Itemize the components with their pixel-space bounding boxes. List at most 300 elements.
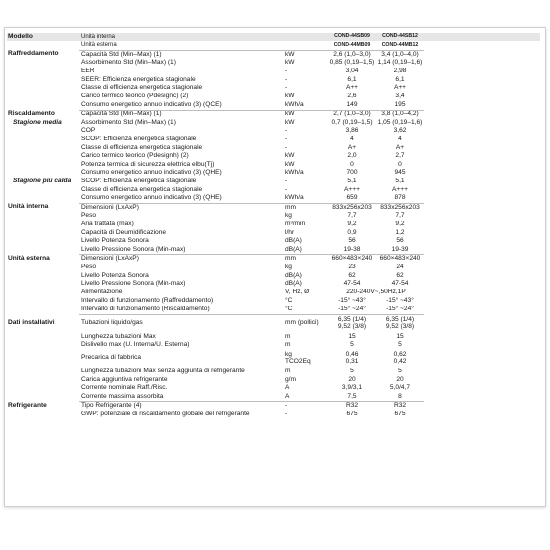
row-unit: kWh/a [285, 194, 304, 202]
row-value-model-1: A++ [345, 84, 359, 92]
row-value-model-2: 5 [398, 341, 402, 349]
section-label [7, 341, 79, 349]
section-label: Raffreddamento [8, 50, 59, 58]
row-unit: - [285, 84, 288, 92]
row-value-model-1: 47-54 [343, 280, 361, 288]
row-value-model-1: 3,04 [345, 67, 359, 75]
table-row [7, 333, 540, 341]
row-label: Consumo energetico annuo indicativo (3) (QHE) [81, 169, 222, 176]
row-label: Tubazioni liquido/gas [79, 314, 284, 333]
section-label: Unità esterna [8, 254, 50, 262]
row-label: Lunghezza tubazioni Max senza aggiunta di refrigerante [81, 367, 245, 375]
row-unit: - [285, 75, 288, 83]
row-label: Lunghezza tubazioni Max [81, 332, 156, 340]
row-unit: - [285, 144, 288, 151]
row-label: Assorbimento Std (Min–Max) (1) [81, 59, 176, 66]
row-value-model-1: 659 [346, 194, 358, 202]
table-row [7, 280, 540, 288]
row-value-model-2: 5,0/4,7 [389, 384, 411, 392]
row-value-model-1: 660×483×240 [328, 255, 376, 264]
table-row [7, 237, 540, 245]
row-label: Carico termico teorico (Pdesignh) (2) [81, 152, 189, 160]
row-unit: m [285, 367, 291, 375]
table-row [7, 255, 540, 264]
row-value-model-2: 945 [394, 169, 406, 176]
row-value-model-2: 1,14 (0,19–1,6) [377, 59, 423, 66]
row-value-model-2: 3,8 (1,0–4,2) [376, 110, 424, 119]
spacer-cell [424, 127, 540, 135]
row-value-model-2: 878 [394, 194, 406, 202]
spacer-cell [424, 76, 540, 84]
section-label [7, 59, 79, 67]
section-label [7, 127, 79, 135]
section-label [7, 246, 79, 255]
spacer-cell [424, 186, 540, 194]
row-label: Corrente massima assorbita [81, 392, 164, 400]
row-unit [284, 41, 328, 50]
table-row [7, 93, 540, 101]
table-row [7, 272, 540, 280]
row-label: Intervallo di funzionamento (Riscaldamento) [81, 305, 210, 313]
section-label [7, 350, 79, 368]
spacer-cell [424, 246, 540, 255]
row-value-model-2: 9,2 [395, 220, 405, 228]
row-value-model-2: -15° ~24° [386, 305, 414, 313]
table-row [7, 289, 540, 297]
spacer-cell [424, 59, 540, 67]
row-label: Capacità Std (Min–Max) (1) [79, 110, 284, 119]
row-value-model-1: 2,6 [347, 92, 357, 100]
row-value-model-1: 2,7 (1,0–3,0) [328, 110, 376, 119]
spacer-cell [424, 350, 540, 368]
row-value-model-1: 5,1 [347, 177, 357, 185]
row-label: Intervallo di funzionamento (Raffreddamento) [81, 297, 214, 304]
section-label [7, 68, 79, 76]
row-value-model-1: 62 [348, 271, 356, 279]
table-row [7, 144, 540, 152]
section-label: Stagione media [13, 118, 62, 126]
row-label: Livello Pressione Sonora (Min-max) [81, 280, 186, 288]
table-row [7, 110, 540, 119]
row-value-model-1: 149 [346, 101, 358, 108]
row-value-model-1: 3,86 [345, 127, 359, 135]
row-unit: - [285, 67, 288, 75]
table-row [7, 212, 540, 220]
table-row [7, 101, 540, 110]
table-row [7, 341, 540, 349]
row-value-model-1: 675 [346, 410, 358, 418]
row-unit: - [285, 410, 288, 418]
spacer-cell [424, 368, 540, 376]
section-label [7, 144, 79, 152]
row-unit: kg [285, 263, 292, 271]
row-value-model-1: 2,0 [347, 152, 357, 160]
table-row [7, 84, 540, 92]
spacer-cell [424, 144, 540, 152]
row-label: Capacità di Deumidificazione [81, 228, 167, 236]
section-label [7, 221, 79, 229]
row-value-model-2: 2,7 [395, 152, 405, 160]
table-row [7, 68, 540, 76]
row-value-model-2: 1,2 [395, 228, 405, 236]
table-row [7, 119, 540, 127]
spacer-cell [424, 314, 540, 333]
table-row [7, 264, 540, 272]
spacer-cell [424, 152, 540, 160]
spacer-cell [424, 221, 540, 229]
row-label: Unità interna [79, 33, 284, 41]
row-value-model-2: 62 [396, 271, 404, 279]
row-value-model-1: 0,7 (0,19–1,5) [331, 118, 373, 126]
row-label: Dimensioni (LxAxP) [79, 255, 284, 264]
row-label: GWP: potenziale di riscaldamento globale del refrigerante [81, 410, 250, 418]
row-unit: mm [284, 255, 328, 264]
row-value-model-2: 20 [396, 376, 404, 383]
section-label [7, 136, 79, 144]
spacer-cell [424, 264, 540, 272]
section-label [7, 411, 79, 419]
spacer-cell [424, 169, 540, 177]
table-row [7, 221, 540, 229]
section-label: Dati installativi [8, 319, 55, 327]
section-label [7, 93, 79, 101]
row-value-model-2: 0,62 0,42 [393, 350, 407, 365]
row-unit: dB(A) [285, 271, 302, 279]
row-unit: kW [285, 59, 295, 66]
row-label: Precarica di fabbrica [81, 354, 142, 362]
spacer-cell [424, 93, 540, 101]
table-row [7, 393, 540, 402]
spacer-cell [424, 101, 540, 110]
section-label [7, 212, 79, 220]
row-value-model-2: 3,4 (1,0–4,0) [376, 50, 424, 59]
section-label: Stagione più calda [13, 177, 72, 185]
row-value-model-1: 0 [350, 160, 354, 168]
row-value-model-2: 19-39 [391, 245, 409, 253]
row-value-model-2: 1,05 (0,19–1,6) [377, 118, 423, 126]
row-unit: kW [284, 110, 328, 119]
table-row [7, 376, 540, 384]
table-row [7, 161, 540, 169]
row-value-model-2: 195 [394, 101, 406, 108]
section-label: Modello [7, 33, 79, 41]
row-label: Carico termico teorico (Pdesignc) (2) [81, 92, 189, 100]
row-value-model-1: R32 [328, 402, 376, 411]
row-value-model-1: 9,2 [347, 220, 357, 228]
row-unit: A [285, 392, 290, 400]
row-value-model-1: 7,7 [347, 212, 357, 219]
row-value-model-2: A+++ [392, 186, 408, 193]
table-row [7, 306, 540, 315]
row-unit: - [285, 135, 288, 143]
row-label: SEER: Efficienza energetica stagionale [81, 75, 196, 83]
row-value-model-2: 15 [396, 332, 404, 340]
section-label [7, 84, 79, 92]
section-label [7, 376, 79, 384]
row-value-model-1: 23 [348, 263, 356, 271]
section-label [7, 161, 79, 169]
row-unit: dB(A) [285, 237, 302, 245]
row-value-model-2: A++ [393, 84, 407, 92]
spacer-cell [424, 393, 540, 402]
row-label: Corrente nominale Raff./Risc. [81, 384, 168, 392]
spacer-cell [424, 384, 540, 392]
table-row [7, 50, 540, 59]
table-row [7, 411, 540, 419]
row-label: Consumo energetico annuo indicativo (3) (QCE) [81, 101, 222, 108]
row-label: COP [81, 127, 96, 135]
section-label [7, 101, 79, 110]
section-label [7, 393, 79, 402]
spacer-cell [424, 212, 540, 220]
row-value-model-1: 700 [346, 169, 358, 176]
spacer-cell [424, 272, 540, 280]
row-unit: kW [285, 118, 295, 126]
row-value-model-1: -15° ~24° [338, 305, 366, 313]
row-value-model-1: 0,46 0,31 [345, 350, 359, 365]
row-unit [284, 33, 328, 41]
spacer-cell [424, 50, 540, 59]
row-unit: kW [284, 50, 328, 59]
table-row [7, 402, 540, 411]
row-value-model-1: 15 [348, 332, 356, 340]
spacer-cell [424, 119, 540, 127]
row-value-model-1: COND-44MB09 [333, 41, 371, 48]
table-row [7, 41, 540, 50]
row-label: Dislivello max (U. Interna/U. Esterna) [81, 341, 190, 349]
table-row [7, 194, 540, 203]
row-label: Peso [81, 212, 97, 219]
row-label: Tipo Refrigerante (4) [79, 402, 284, 411]
spacer-cell [424, 341, 540, 349]
row-value-model-2: 4 [398, 135, 402, 143]
section-label [7, 229, 79, 237]
spacer-cell [424, 333, 540, 341]
table-row [7, 384, 540, 392]
row-value-model-2: 24 [396, 263, 404, 271]
row-unit: l/hr [285, 228, 295, 236]
row-label: Aria trattata (max) [81, 220, 134, 228]
table-row [7, 59, 540, 67]
row-unit: kWh/a [285, 169, 304, 176]
section-label: Riscaldamento [8, 110, 55, 117]
row-value-model-2: R32 [376, 402, 424, 411]
row-unit: kg [285, 212, 292, 219]
spacer-cell [424, 237, 540, 245]
row-unit: mm [284, 203, 328, 212]
row-value-model-1: 56 [348, 237, 356, 245]
row-label: Dimensioni (LxAxP) [79, 203, 284, 212]
section-label [7, 272, 79, 280]
row-value-model-1: 0,9 [347, 228, 357, 236]
section-label [7, 152, 79, 160]
row-value-model-1: 19-38 [343, 245, 361, 253]
row-unit: °C [285, 297, 293, 304]
spacer-cell [424, 289, 540, 297]
table-row [7, 203, 540, 212]
row-label: Consumo energetico annuo indicativo (3) (QHE) [81, 194, 222, 202]
row-unit: - [285, 177, 288, 185]
row-unit: mm (pollici) [284, 314, 328, 333]
spacer-cell [424, 33, 540, 41]
table-row [7, 76, 540, 84]
row-unit: m [285, 332, 291, 340]
row-label: Classe di efficienza energetica stagionale [81, 84, 203, 92]
row-value-span: 220-240V~,50Hz,1P [346, 288, 406, 296]
row-unit: m³/min [285, 220, 306, 228]
row-value-model-2: 675 [394, 410, 406, 418]
row-label: Livello Pressione Sonora (Min-max) [81, 245, 186, 253]
table-row [7, 127, 540, 135]
row-value-model-1: A+ [347, 144, 357, 151]
row-unit: kW [285, 160, 295, 168]
row-label: Livello Potenza Sonora [81, 237, 149, 245]
table-row [7, 186, 540, 194]
section-label [7, 289, 79, 297]
table-row [7, 229, 540, 237]
spec-table [7, 33, 540, 419]
row-unit: V, Hz, Ø [285, 288, 310, 296]
spacer-cell [424, 376, 540, 384]
row-value-model-2: 6,35 (1/4) 9,52 (3/8) [376, 314, 424, 333]
row-value-model-1: 7,5 [347, 392, 357, 400]
section-label [7, 237, 79, 245]
row-value-model-1: 6,1 [347, 75, 357, 83]
row-value-model-2: 7,7 [395, 212, 405, 219]
row-unit: g/m [285, 376, 296, 383]
row-value-model-2: 5 [398, 367, 402, 375]
row-label: Classe di efficienza energetica stagionale [81, 144, 203, 151]
section-label [7, 76, 79, 84]
table-row [7, 33, 540, 41]
row-value-model-1: A+++ [344, 186, 360, 193]
row-unit: kWh/a [285, 101, 304, 108]
spacer-cell [424, 280, 540, 288]
row-unit: kg TCO2Eq [285, 350, 311, 365]
row-value-model-2: -15° ~43° [386, 297, 414, 304]
row-value-model-2: COND-44MB12 [381, 41, 419, 48]
table-row [7, 152, 540, 160]
section-label [7, 280, 79, 288]
section-label [7, 368, 79, 376]
section-label [7, 384, 79, 392]
row-value-model-2: 6,1 [395, 75, 405, 83]
section-label [7, 297, 79, 305]
row-label: Capacità Std (Min–Max) (1) [79, 50, 284, 59]
row-unit: - [284, 402, 328, 411]
row-unit: - [285, 186, 288, 193]
spacer-cell [424, 110, 540, 119]
section-label: Unità interna [8, 203, 49, 211]
row-unit: dB(A) [285, 245, 302, 253]
row-label: Alimentazione [81, 288, 123, 296]
table-row [7, 136, 540, 144]
row-value-model-2: 8 [398, 392, 402, 400]
section-label [7, 41, 79, 50]
row-value-model-2: 3,62 [393, 127, 407, 135]
row-label: Peso [81, 263, 97, 271]
row-value-model-1: 3,9/3,1 [341, 384, 363, 392]
row-value-model-2: 47-54 [391, 280, 409, 288]
row-label: Classe di efficienza energetica stagionale [81, 186, 203, 193]
spacer-cell [424, 194, 540, 203]
row-value-model-2: COND-44SB12 [376, 33, 424, 41]
row-value-model-1: 5 [350, 341, 354, 349]
table-row [7, 169, 540, 177]
section-label [7, 194, 79, 203]
row-unit: °C [285, 305, 293, 313]
row-label: Assorbimento Std (Min–Max) (1) [81, 118, 176, 126]
section-label [7, 169, 79, 177]
row-value-model-2: 0 [398, 160, 402, 168]
row-unit: kW [285, 152, 295, 160]
row-unit: kW [285, 92, 295, 100]
row-value-model-2: 3,4 [395, 92, 405, 100]
spacer-cell [424, 402, 540, 411]
section-label [7, 333, 79, 341]
spacer-cell [424, 178, 540, 186]
row-label: EER [81, 67, 95, 75]
row-value-model-1: 833x256x203 [328, 203, 376, 212]
table-row [7, 368, 540, 376]
table-row [7, 314, 540, 333]
row-value-model-2: 56 [396, 237, 404, 245]
spacer-cell [424, 136, 540, 144]
row-value-model-2: 833x256x203 [376, 203, 424, 212]
row-value-model-1: 5 [350, 367, 354, 375]
spacer-cell [424, 84, 540, 92]
section-label [7, 264, 79, 272]
row-value-model-2: 5,1 [395, 177, 405, 185]
spacer-cell [424, 255, 540, 264]
row-value-model-1: -15° ~43° [338, 297, 366, 304]
spacer-cell [424, 306, 540, 315]
section-label [7, 306, 79, 315]
row-value-model-1: COND-44SB09 [328, 33, 376, 41]
row-unit: dB(A) [285, 280, 302, 288]
table-row [7, 178, 540, 186]
spacer-cell [424, 41, 540, 50]
table-row [7, 350, 540, 368]
row-value-model-1: 20 [348, 376, 356, 383]
row-label: SCOP: Efficienza energetica stagionale [81, 135, 197, 143]
section-label [7, 186, 79, 194]
row-value-model-1: 4 [350, 135, 354, 143]
spacer-cell [424, 297, 540, 305]
row-label: Potenza termica di sicurezza elettrica elbu(Tj) [81, 160, 215, 168]
section-label: Refrigerante [8, 401, 47, 409]
table-row [7, 297, 540, 305]
spacer-cell [424, 161, 540, 169]
spacer-cell [424, 411, 540, 419]
row-label: Unità esterna [81, 42, 117, 49]
spacer-cell [424, 229, 540, 237]
spacer-cell [424, 68, 540, 76]
table-row [7, 246, 540, 255]
row-label: Carica aggiuntiva refrigerante [81, 376, 168, 383]
row-unit: - [285, 127, 288, 135]
row-value-model-2: A+ [395, 144, 405, 151]
row-value-model-1: 6,35 (1/4) 9,52 (3/8) [328, 314, 376, 333]
spacer-cell [424, 203, 540, 212]
row-value-model-1: 0,85 (0,19–1,5) [329, 59, 375, 66]
row-unit: m [285, 341, 291, 349]
row-unit: A [285, 384, 290, 392]
row-label: SCOP: Efficienza energetica stagionale [81, 177, 197, 185]
row-label: Livello Potenza Sonora [81, 271, 149, 279]
row-value-model-2: 2,98 [393, 67, 407, 75]
spec-table-body [7, 33, 540, 419]
